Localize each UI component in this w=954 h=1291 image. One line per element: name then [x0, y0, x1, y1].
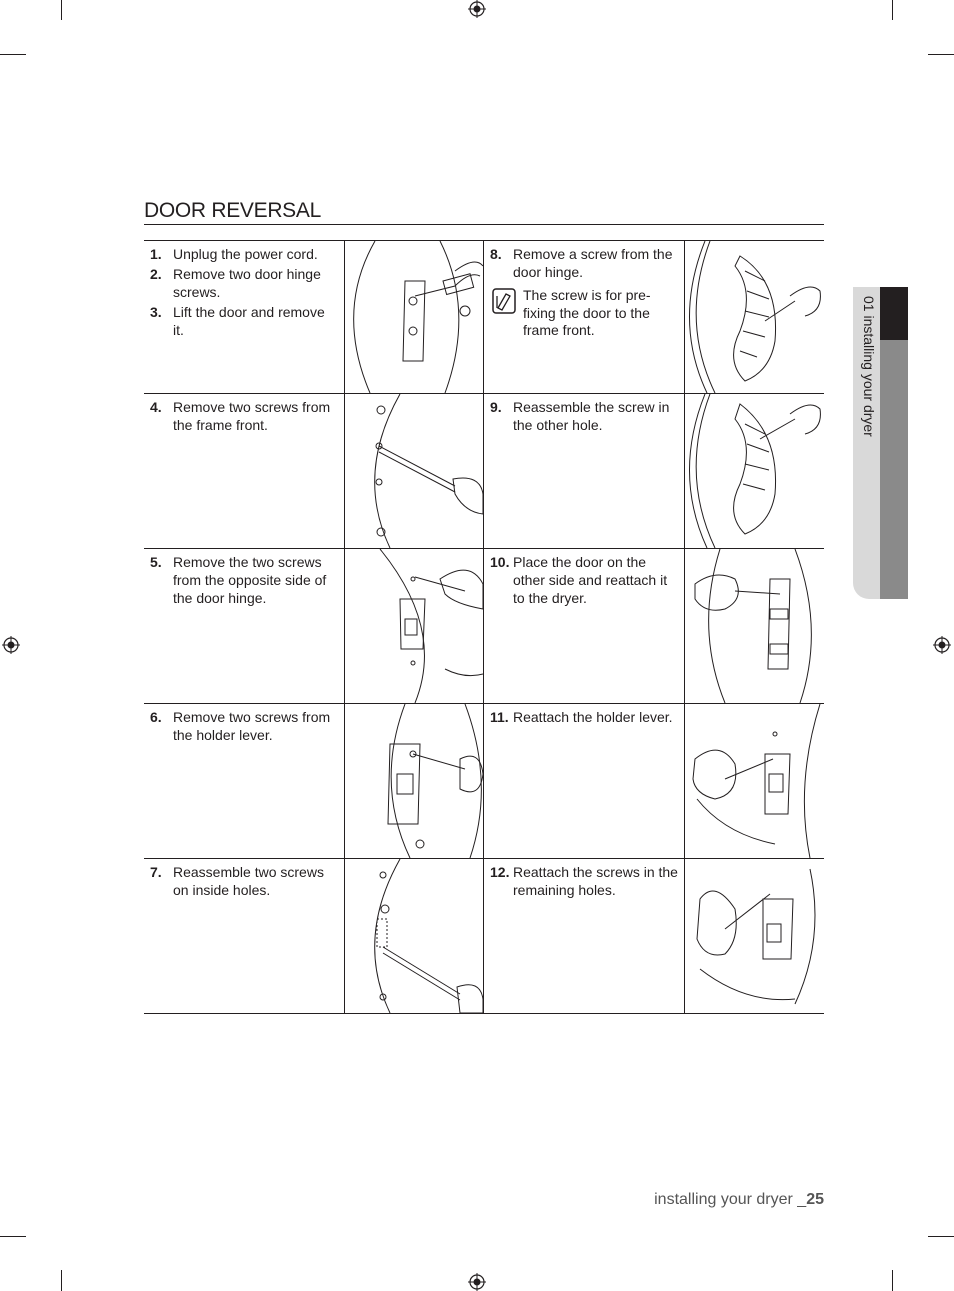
chapter-tab-label: 01 installing your dryer [861, 296, 877, 437]
table-row [144, 859, 824, 1014]
step-item: 9. Reassemble the screw in the other hole. [490, 399, 670, 433]
step-item: 11. Reattach the holder lever. [490, 709, 673, 725]
illustration [345, 549, 484, 703]
title-divider [144, 224, 824, 225]
illustration [685, 394, 823, 548]
step-item: 7. Reassemble two screws on inside holes. [150, 864, 324, 898]
registration-mark-icon [468, 1273, 486, 1291]
step-cell [144, 549, 345, 703]
step-item: 8. Remove a screw from the door hinge. [490, 246, 673, 280]
crop-mark [61, 1270, 62, 1291]
step-item: 3. Lift the door and remove it. [150, 304, 325, 338]
step-item: 4. Remove two screws from the frame front. [150, 399, 331, 433]
note [492, 287, 678, 340]
step-cell [144, 241, 345, 393]
step-item: 12. Reattach the screws in the remaining holes. [490, 864, 678, 898]
crop-mark [928, 1236, 954, 1237]
table-row [144, 394, 824, 549]
crop-mark [61, 0, 62, 20]
crop-mark [928, 54, 954, 55]
illustration [685, 549, 823, 703]
table-row [144, 704, 824, 859]
illustration [345, 241, 484, 393]
registration-mark-icon [933, 636, 951, 654]
registration-mark-icon [468, 0, 486, 18]
illustration [345, 394, 484, 548]
step-cell [484, 241, 685, 393]
step-cell [484, 394, 685, 548]
illustration [685, 704, 823, 858]
step-cell [144, 704, 345, 858]
table-row [144, 549, 824, 704]
crop-mark [0, 54, 26, 55]
registration-mark-icon [2, 636, 20, 654]
step-item: 2. Remove two door hinge screws. [150, 266, 321, 300]
page-title: DOOR REVERSAL [144, 199, 321, 222]
page-footer: installing your dryer _25 [654, 1191, 824, 1208]
step-cell [484, 549, 685, 703]
note-icon [492, 288, 516, 314]
illustration [685, 859, 823, 1013]
note-text: The screw is for pre-fixing the door to the frame front. [523, 287, 651, 338]
crop-mark [892, 0, 893, 20]
illustration [685, 241, 823, 393]
crop-mark [892, 1270, 893, 1291]
step-item: 6. Remove two screws from the holder lever. [150, 709, 331, 743]
step-item: 1. Unplug the power cord. [150, 246, 318, 262]
crop-mark [0, 1236, 26, 1237]
step-item: 5. Remove the two screws from the opposite side of the door hinge. [150, 554, 327, 606]
step-cell [144, 394, 345, 548]
table-row [144, 240, 824, 394]
instructions-table [144, 240, 824, 1014]
illustration [345, 859, 484, 1013]
step-cell [484, 704, 685, 858]
step-item: 10. Place the door on the other side and reattach it to the dryer. [490, 554, 668, 606]
step-cell [484, 859, 685, 1013]
illustration [345, 704, 484, 858]
step-cell [144, 859, 345, 1013]
